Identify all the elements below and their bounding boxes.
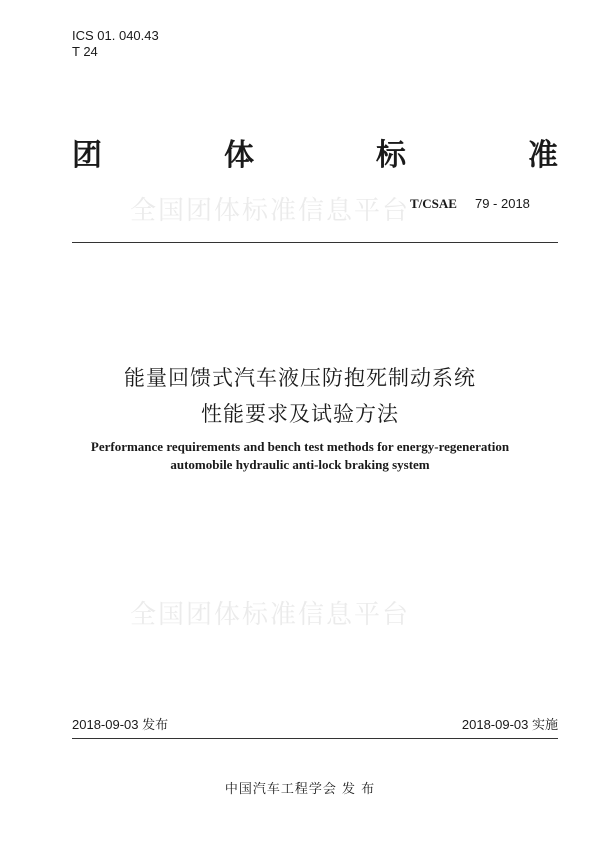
standard-type-char: 体 [224,138,254,173]
title-en-line1: Performance requirements and bench test methods for energy-regeneration [90,439,510,454]
bottom-divider [72,738,558,739]
title-zh-line1: 能量回馈式汽车液压防抱死制动系统 [124,366,476,390]
title-en-line2: automobile hydraulic anti-lock braking system [170,457,430,472]
standard-type-char: 标 [376,138,406,173]
standard-type-char: 团 [72,138,102,173]
standard-org: T/CSAE [410,196,457,211]
ics-code: ICS 01. 040.43 [72,28,159,43]
issue-date: 2018-09-03 发布 [72,717,169,732]
implementation-date: 2018-09-03 实施 [461,717,558,732]
standard-number [410,196,530,212]
standard-type-heading [72,138,558,174]
watermark: 全国团体标准信息平台 [129,600,410,630]
top-divider [72,242,558,243]
standard-number-value: 79 - 2018 [474,196,530,211]
ccs-code: T 24 [72,44,98,59]
publisher: 中国汽车工程学会 发 布 [224,782,376,797]
title-zh-line2: 性能要求及试验方法 [201,402,399,426]
watermark: 全国团体标准信息平台 [129,196,410,226]
standard-type-char: 准 [528,138,558,173]
